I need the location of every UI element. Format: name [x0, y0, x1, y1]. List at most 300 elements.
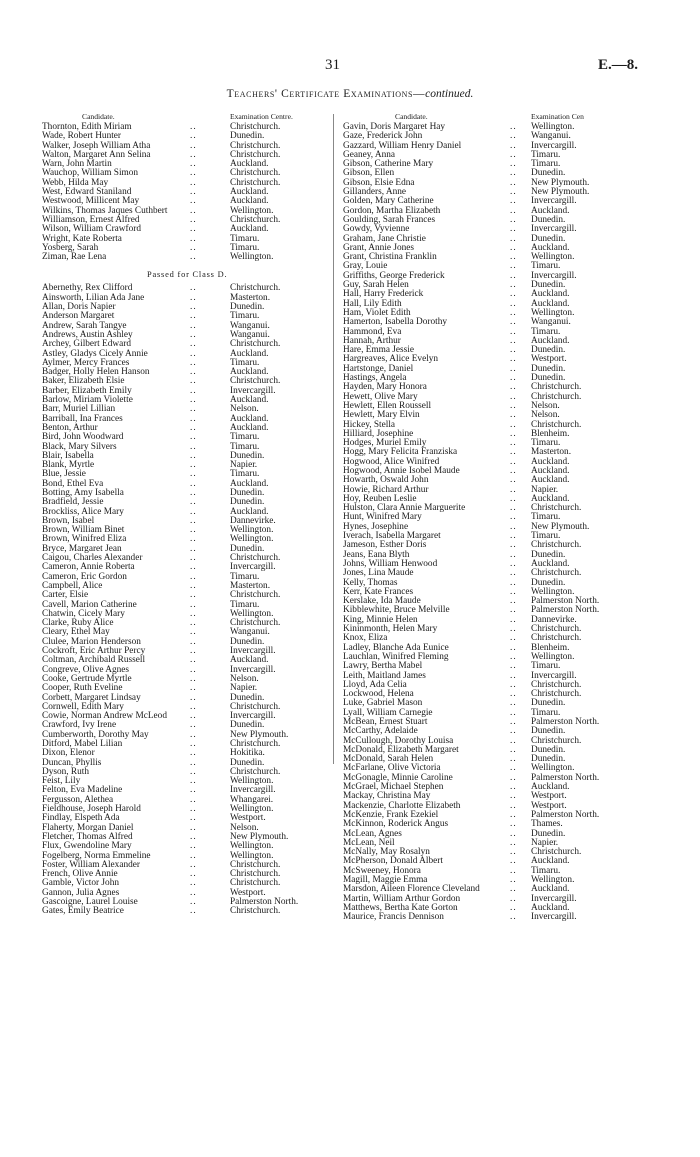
candidate-name: Brown, William Binet [42, 525, 125, 536]
title-continued: continued. [425, 88, 474, 100]
leader-dots: .. [190, 329, 197, 340]
examination-centre: Timaru. [230, 233, 260, 244]
leader-dots: .. [510, 624, 517, 635]
leader-dots: .. [190, 441, 197, 452]
candidate-name: Walker, Joseph William Atha [42, 140, 151, 151]
examination-centre: Westport. [230, 887, 266, 898]
examination-centre: Christchurch. [230, 859, 281, 870]
examination-centre: Wellington. [230, 205, 274, 216]
candidate-name: Yosberg, Sarah [42, 242, 99, 253]
candidate-name: Cooke, Gertrude Myrtle [42, 673, 132, 684]
candidate-name: McDonald, Elizabeth Margaret [343, 744, 459, 755]
leader-dots: .. [190, 140, 197, 151]
candidate-name: King, Minnie Helen [343, 614, 418, 625]
leader-dots: .. [190, 562, 197, 573]
examination-centre: Dunedin. [230, 302, 265, 313]
examination-centre: Blenheim. [531, 428, 570, 439]
candidate-name: Cleary, Ethel May [42, 627, 110, 638]
leader-dots: .. [510, 382, 517, 393]
candidate-name: Gamble, Victor John [42, 878, 119, 889]
leader-dots: .. [510, 317, 517, 328]
examination-centre: Westport. [230, 813, 266, 824]
leader-dots: .. [190, 766, 197, 777]
candidate-name: Bradfield, Jessie [42, 497, 104, 508]
leader-dots: .. [190, 348, 197, 359]
candidate-name: Leith, Maitland James [343, 670, 426, 681]
examination-centre: Palmerston North. [531, 809, 600, 820]
leader-dots: .. [190, 487, 197, 498]
examination-centre: Dunedin. [230, 450, 265, 461]
candidate-name: Wauchop, William Simon [42, 168, 139, 179]
centre-header: Examination Centre. [230, 112, 293, 121]
leader-dots: .. [510, 809, 517, 820]
leader-dots: .. [510, 419, 517, 430]
candidate-name: Cumberworth, Dorothy May [42, 729, 149, 740]
candidate-name: Thornton, Edith Miriam [42, 122, 132, 132]
leader-dots: .. [510, 354, 517, 365]
right-list [343, 123, 665, 923]
examination-centre: Timaru. [230, 311, 260, 322]
examination-centre: Auckland. [531, 289, 570, 300]
examination-centre: Christchurch. [531, 503, 582, 514]
leader-dots: .. [510, 400, 517, 411]
candidate-name: Marsdon, Aileen Florence Cleveland [343, 884, 480, 895]
leader-dots: .. [510, 187, 517, 198]
candidate-name: Felton, Eva Madeline [42, 785, 123, 796]
candidate-name: Hunt, Winifred Mary [343, 512, 422, 523]
leader-dots: .. [190, 664, 197, 675]
examination-centre: Timaru. [531, 707, 561, 718]
examination-centre: Christchurch. [531, 568, 582, 579]
examination-centre: Christchurch. [531, 735, 582, 746]
leader-dots: .. [510, 410, 517, 421]
candidate-name: Gillanders, Anne [343, 187, 406, 198]
candidate-name: McBean, Ernest Stuart [343, 717, 428, 727]
examination-centre: Wanganui. [230, 627, 270, 638]
candidate-name: Hilliard, Josephine [343, 428, 414, 439]
candidate-name: Allan, Doris Napier [42, 302, 116, 313]
leader-dots: .. [510, 679, 517, 690]
candidate-name: Hulston, Clara Annie Marguerite [343, 503, 466, 514]
leader-dots: .. [510, 819, 517, 830]
leader-dots: .. [510, 735, 517, 746]
candidate-name: Maurice, Francis Dennison [343, 912, 444, 923]
page-title [0, 88, 700, 100]
examination-centre: Christchurch. [531, 540, 582, 551]
examination-centre: New Plymouth. [531, 187, 590, 198]
candidate-name: Bryce, Margaret Jean [42, 543, 122, 554]
leader-dots: .. [510, 707, 517, 718]
examination-centre: Christchurch. [531, 679, 582, 690]
leader-dots: .. [190, 525, 197, 536]
examination-centre: Auckland. [531, 884, 570, 895]
leader-dots: .. [190, 320, 197, 331]
leader-dots: .. [190, 748, 197, 759]
examination-centre: Wanganui. [230, 329, 270, 340]
examination-centre: Dunedin. [230, 692, 265, 703]
examination-centre: Christchurch. [230, 122, 281, 132]
candidate-name: Gordon, Martha Elizabeth [343, 205, 441, 216]
examination-centre: Christchurch. [531, 633, 582, 644]
leader-dots: .. [190, 450, 197, 461]
examination-centre: Masterton. [531, 447, 572, 458]
leader-dots: .. [510, 214, 517, 225]
candidate-name: Iverach, Isabella Margaret [343, 531, 441, 542]
leader-dots: .. [190, 214, 197, 225]
examination-centre: Nelson. [230, 404, 259, 415]
leader-dots: .. [190, 460, 197, 471]
examination-centre: Napier. [230, 683, 258, 694]
candidate-name: McDonald, Sarah Helen [343, 754, 434, 765]
leader-dots: .. [510, 456, 517, 467]
examination-centre: Christchurch. [230, 339, 281, 350]
leader-dots: .. [190, 224, 197, 235]
candidate-name: McCarthy, Adelaide [343, 726, 418, 737]
leader-dots: .. [510, 865, 517, 876]
examination-centre: Timaru. [230, 242, 260, 253]
leader-dots: .. [190, 887, 197, 898]
leader-dots: .. [190, 233, 197, 244]
examination-centre: Wellington. [230, 776, 274, 787]
leader-dots: .. [190, 404, 197, 415]
leader-dots: .. [510, 475, 517, 486]
leader-dots: .. [510, 884, 517, 895]
leader-dots: .. [510, 168, 517, 179]
candidate-name: Gibson, Catherine Mary [343, 159, 434, 170]
leader-dots: .. [510, 670, 517, 681]
examination-centre: Wanganui. [531, 317, 571, 328]
candidate-name: Hannah, Arthur [343, 335, 401, 346]
candidate-name: Lockwood, Helena [343, 689, 414, 700]
examination-centre: Christchurch. [230, 553, 281, 564]
candidate-name: Gates, Emily Beatrice [42, 906, 124, 917]
examination-centre: Dannevirke. [531, 614, 577, 625]
examination-centre: Wanganui. [230, 320, 270, 331]
examination-centre: Napier. [531, 837, 559, 848]
candidate-name: Barr, Muriel Lillian [42, 404, 116, 415]
candidate-name: McSweeney, Honora [343, 865, 421, 876]
leader-dots: .. [510, 122, 517, 132]
candidate-name: Hayden, Mary Honora [343, 382, 427, 393]
candidate-name: Martin, William Arthur Gordon [343, 893, 461, 904]
candidate-name: Hartstonge, Daniel [343, 363, 414, 374]
candidate-name: Brown, Winifred Eliza [42, 534, 127, 545]
leader-dots: .. [190, 205, 197, 216]
examination-centre: Dunedin. [531, 168, 566, 179]
leader-dots: .. [510, 698, 517, 709]
examination-centre: Dunedin. [531, 698, 566, 709]
examination-centre: Auckland. [230, 159, 269, 170]
leader-dots: .. [190, 252, 197, 263]
candidate-name: Hewett, Olive Mary [343, 391, 418, 402]
examination-centre: Napier. [531, 484, 559, 495]
candidate-name: Lloyd, Ada Celia [343, 679, 407, 690]
candidate-name: Mackenzie, Charlotte Elizabeth [343, 800, 461, 811]
leader-dots: .. [190, 292, 197, 303]
examination-centre: Christchurch. [230, 283, 281, 294]
candidate-name: Webb, Hilda May [42, 177, 109, 188]
examination-centre: Timaru. [230, 432, 260, 443]
examination-centre: Christchurch. [531, 847, 582, 858]
leader-dots: .. [190, 395, 197, 406]
leader-dots: .. [190, 646, 197, 657]
class-d-section [42, 262, 318, 284]
examination-centre: Dunedin. [531, 828, 566, 839]
examination-centre: Palmerston North. [531, 772, 600, 783]
left-bottom-list [42, 284, 318, 916]
leader-dots: .. [510, 558, 517, 569]
candidate-name: McCullough, Dorothy Louisa [343, 735, 454, 746]
candidate-name: West, Edward Staniland [42, 187, 132, 198]
leader-dots: .. [510, 261, 517, 272]
leader-dots: .. [510, 856, 517, 867]
candidate-name: Luke, Gabriel Mason [343, 698, 423, 709]
centre-header: Examination Cen [531, 112, 584, 121]
examination-centre: Westport. [531, 354, 567, 365]
candidate-name: Botting, Amy Isabella [42, 487, 124, 498]
leader-dots: .. [510, 875, 517, 886]
candidate-name: Golden, Mary Catherine [343, 196, 434, 207]
leader-dots: .. [190, 692, 197, 703]
leader-dots: .. [510, 689, 517, 700]
candidate-name: Wilkins, Thomas Jaques Cuthbert [42, 205, 168, 216]
examination-centre: Christchurch. [230, 701, 281, 712]
candidate-name: Geaney, Anna [343, 149, 396, 160]
candidate-name: Jeans, Eana Blyth [343, 549, 410, 560]
examination-centre: Dunedin. [531, 345, 566, 356]
leader-dots: .. [510, 484, 517, 495]
candidate-name: Findlay, Elspeth Ada [42, 813, 120, 824]
examination-centre: Dunedin. [531, 280, 566, 291]
candidate-name: Barlow, Miriam Violette [42, 395, 133, 406]
left-top-list [42, 123, 318, 262]
examination-centre: Auckland. [531, 335, 570, 346]
leader-dots: .. [190, 729, 197, 740]
leader-dots: .. [510, 605, 517, 616]
candidate-name: Griffiths, George Frederick [343, 270, 445, 281]
leader-dots: .. [190, 878, 197, 889]
candidate-name: Fieldhouse, Joseph Harold [42, 804, 141, 815]
examination-centre: Auckland. [531, 782, 570, 793]
candidate-name: Gannon, Julia Agnes [42, 887, 120, 898]
examination-centre: Timaru. [230, 441, 260, 452]
candidate-name: Kerslake, Ida Maude [343, 596, 421, 607]
title-main: Teachers' Certificate Examinations— [226, 88, 426, 100]
candidate-name: McLean, Neil [343, 837, 395, 848]
leader-dots: .. [510, 345, 517, 356]
candidate-name: Abernethy, Rex Clifford [42, 283, 133, 294]
leader-dots: .. [190, 785, 197, 796]
candidate-name: Williamson, Ernest Alfred [42, 214, 140, 225]
candidate-name: Ham, Violet Edith [343, 307, 411, 318]
examination-centre: Westport. [531, 800, 567, 811]
leader-dots: .. [190, 906, 197, 917]
leader-dots: .. [510, 772, 517, 783]
examination-centre: Christchurch. [531, 624, 582, 635]
leader-dots: .. [190, 131, 197, 142]
leader-dots: .. [510, 233, 517, 244]
candidate-name: Corbett, Margaret Lindsay [42, 692, 141, 703]
examination-centre: Timaru. [230, 599, 260, 610]
candidate-name: Knox, Eliza [343, 633, 388, 644]
candidate-name: Bond, Ethel Eva [42, 478, 104, 489]
leader-dots: .. [190, 859, 197, 870]
candidate-name: Jones, Lina Maude [343, 568, 414, 579]
section-heading: Passed for Class D. [147, 270, 228, 280]
examination-centre: Dunedin. [230, 497, 265, 508]
candidate-name: Gibson, Ellen [343, 168, 395, 179]
examination-centre: Timaru. [230, 469, 260, 480]
candidate-name: Ainsworth, Lilian Ada Jane [42, 292, 145, 303]
candidate-name: Mackay, Christina May [343, 791, 431, 802]
candidate-name: Coltman, Archibald Russell [42, 655, 146, 666]
leader-dots: .. [190, 636, 197, 647]
leader-dots: .. [510, 205, 517, 216]
examination-centre: Invercargill. [230, 562, 276, 573]
leader-dots: .. [510, 754, 517, 765]
leader-dots: .. [510, 828, 517, 839]
examination-centre: Napier. [230, 460, 258, 471]
leader-dots: .. [190, 794, 197, 805]
examination-centre: Timaru. [531, 512, 561, 523]
candidate-name: Chatwin, Cicely Mary [42, 608, 125, 619]
leader-dots: .. [510, 270, 517, 281]
candidate-name: Hogg, Mary Felicita Franziska [343, 447, 458, 458]
examination-centre: Invercargill. [230, 711, 276, 722]
examination-centre: Invercargill. [230, 646, 276, 657]
examination-centre: Christchurch. [230, 177, 281, 188]
examination-centre: Dunedin. [531, 363, 566, 374]
table-row [42, 768, 318, 777]
leader-dots: .. [510, 177, 517, 188]
leader-dots: .. [190, 580, 197, 591]
leader-dots: .. [190, 739, 197, 749]
examination-centre: Auckland. [531, 298, 570, 309]
leader-dots: .. [190, 701, 197, 712]
candidate-name: Grant, Christina Franklin [343, 252, 437, 263]
candidate-name: Anderson Margaret [42, 311, 115, 322]
examination-centre: Timaru. [531, 661, 561, 672]
candidate-name: Howarth, Oswald John [343, 475, 429, 486]
leader-dots: .. [510, 568, 517, 579]
candidate-name: Brockliss, Alice Mary [42, 506, 124, 517]
leader-dots: .. [510, 642, 517, 653]
candidate-name: Jameson, Esther Doris [343, 540, 427, 551]
table-row [42, 907, 318, 916]
candidate-name: Wright, Kate Roberta [42, 233, 122, 244]
leader-dots: .. [510, 326, 517, 337]
leader-dots: .. [510, 465, 517, 476]
candidate-name: Cornwell, Edith Mary [42, 701, 124, 712]
examination-centre: Timaru. [531, 438, 561, 449]
leader-dots: .. [190, 673, 197, 684]
candidate-name: Hall, Lily Edith [343, 298, 402, 309]
candidate-name: Gaze, Frederick John [343, 131, 423, 142]
candidate-name: Blair, Isabella [42, 450, 94, 461]
examination-centre: Invercargill. [531, 270, 577, 281]
examination-centre: Invercargill. [230, 385, 276, 396]
leader-dots: .. [190, 122, 197, 132]
leader-dots: .. [510, 596, 517, 607]
examination-centre: Whangarei. [230, 794, 274, 805]
examination-centre: Timaru. [531, 865, 561, 876]
leader-dots: .. [510, 837, 517, 848]
examination-centre: Dunedin. [230, 720, 265, 731]
examination-centre: Palmerston North. [531, 717, 600, 727]
leader-dots: .. [510, 373, 517, 384]
candidate-name: McKinnon, Roderick Angus [343, 819, 449, 830]
candidate-name: Hogwood, Alice Winifred [343, 456, 440, 467]
candidate-name: Barriball, Ina Frances [42, 413, 123, 424]
candidate-name: Cameron, Annie Roberta [42, 562, 135, 573]
leader-dots: .. [510, 428, 517, 439]
examination-centre: Auckland. [531, 558, 570, 569]
candidate-name: Flux, Gwendoline Mary [42, 841, 132, 852]
leader-dots: .. [190, 571, 197, 582]
candidate-name: Blue, Jessie [42, 469, 86, 480]
leader-dots: .. [510, 531, 517, 542]
candidate-name: Howie, Richard Arthur [343, 484, 429, 495]
leader-dots: .. [190, 822, 197, 833]
examination-centre: Dunedin. [531, 214, 566, 225]
leader-dots: .. [190, 897, 197, 908]
candidate-name: Cameron, Eric Gordon [42, 571, 127, 582]
examination-centre: Palmerston North. [531, 596, 600, 607]
examination-centre: Wellington. [230, 525, 274, 536]
candidate-name: Blank, Myrtle [42, 460, 95, 471]
candidate-name: Kelly, Thomas [343, 577, 398, 588]
examination-centre: Dunedin. [531, 549, 566, 560]
leader-dots: .. [190, 478, 197, 489]
leader-dots: .. [510, 252, 517, 263]
page-code: E.—8. [597, 57, 638, 73]
candidate-name: Foster, William Alexander [42, 859, 140, 870]
leader-dots: .. [510, 280, 517, 291]
candidate-name: Kibblewhite, Bruce Melville [343, 605, 450, 616]
leader-dots: .. [190, 376, 197, 387]
examination-centre: Dunedin. [531, 577, 566, 588]
candidate-name: Hall, Harry Frederick [343, 289, 424, 300]
leader-dots: .. [190, 413, 197, 424]
candidate-name: Feist, Lily [42, 776, 81, 787]
table-row [343, 625, 665, 634]
examination-centre: Dunedin. [531, 233, 566, 244]
leader-dots: .. [190, 627, 197, 638]
examination-centre: Dunedin. [531, 754, 566, 765]
candidate-name: Kininmonth, Helen Mary [343, 624, 438, 635]
examination-centre: New Plymouth. [531, 521, 590, 532]
leader-dots: .. [190, 177, 197, 188]
examination-centre: Invercargill. [230, 785, 276, 796]
candidate-name: Johns, William Henwood [343, 558, 438, 569]
examination-centre: Christchurch. [531, 419, 582, 430]
leader-dots: .. [190, 543, 197, 554]
examination-centre: Auckland. [531, 456, 570, 467]
examination-centre: Wellington. [531, 875, 575, 886]
examination-centre: Invercargill. [531, 893, 577, 904]
examination-centre: Auckland. [531, 475, 570, 486]
examination-centre: Wellington. [531, 307, 575, 318]
examination-centre: Wellington. [531, 651, 575, 662]
candidate-name: Benton, Arthur [42, 422, 98, 433]
candidate-name: Lawry, Bertha Mabel [343, 661, 423, 672]
examination-centre: Auckland. [230, 187, 269, 198]
candidate-name: Goulding, Sarah Frances [343, 214, 436, 225]
examination-centre: Invercargill. [531, 140, 577, 151]
examination-centre: Christchurch. [230, 376, 281, 387]
examination-centre: Invercargill. [230, 664, 276, 675]
examination-centre: Christchurch. [230, 590, 281, 601]
